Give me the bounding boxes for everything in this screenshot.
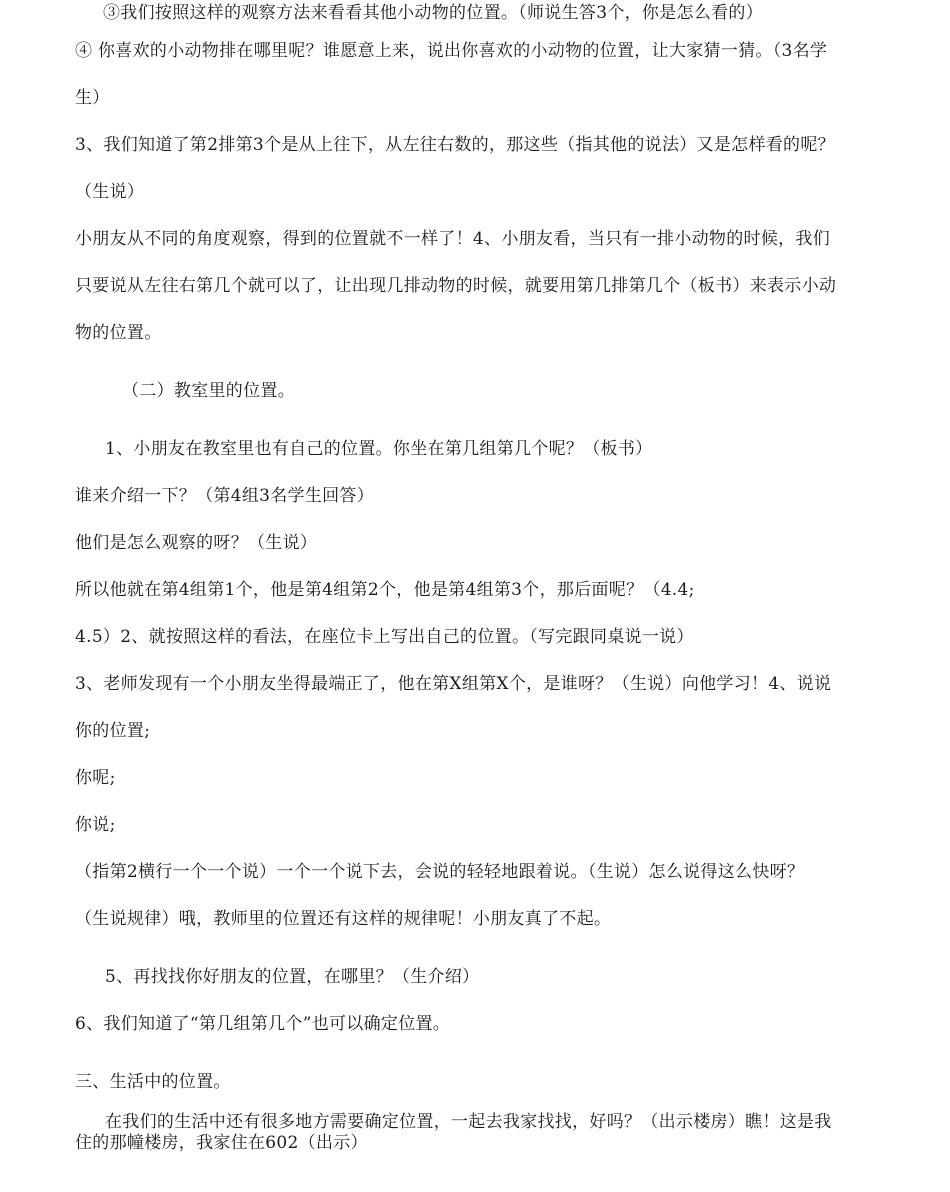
text-line: 生）	[75, 88, 110, 108]
text-line: 你的位置;	[75, 721, 151, 741]
text-line: 3、我们知道了第2排第3个是从上往下，从左往右数的，那这些（指其他的说法）又是怎样看的呢？	[75, 135, 835, 155]
text-line: 4.5）2、就按照这样的看法，在座位卡上写出自己的位置。（写完跟同桌说一说）	[75, 627, 694, 647]
text-line: ③我们按照这样的观察方法来看看其他小动物的位置。（师说生答3个，你是怎么看的）	[103, 3, 764, 23]
text-line: 1、小朋友在教室里也有自己的位置。你坐在第几组第几个呢？（板书）	[105, 439, 653, 459]
text-line: 6、我们知道了“第几组第几个”也可以确定位置。	[75, 1014, 451, 1034]
text-line: 5、再找找你好朋友的位置，在哪里？（生介绍）	[105, 967, 480, 987]
text-line: （指第2横行一个一个说）一个一个说下去，会说的轻轻地跟着说。（生说）怎么说得这么快呀？	[75, 862, 805, 882]
section-heading: 三、生活中的位置。	[75, 1072, 231, 1092]
text-line: 所以他就在第4组第1个，他是第4组第2个，他是第4组第3个，那后面呢？（4.4;	[75, 580, 695, 600]
text-line: 只要说从左往右第几个就可以了，让出现几排动物的时候，就要用第几排第几个（板书）来表示小动	[75, 276, 837, 296]
text-line: 谁来介绍一下？（第4组3名学生回答）	[75, 486, 375, 506]
text-line: 住的那幢楼房，我家住在602（出示）	[75, 1133, 368, 1153]
text-line: 物的位置。	[75, 323, 162, 343]
text-line: 他们是怎么观察的呀？（生说）	[75, 533, 318, 553]
text-line: 你呢;	[75, 768, 116, 788]
text-line: 小朋友从不同的角度观察，得到的位置就不一样了！4、小朋友看，当只有一排小动物的时候，我们	[75, 229, 831, 249]
text-line: （生说）	[75, 182, 145, 202]
section-heading: （二）教室里的位置。	[122, 381, 295, 401]
text-line: 你说;	[75, 815, 116, 835]
text-line: ④ 你喜欢的小动物排在哪里呢？谁愿意上来，说出你喜欢的小动物的位置，让大家猜一猜。（3名学	[75, 41, 828, 61]
text-line: 3、老师发现有一个小朋友坐得最端正了，他在第X组第X个，是谁呀？（生说）向他学习！4、说说	[75, 674, 832, 694]
text-line: （生说规律）哦，教师里的位置还有这样的规律呢！小朋友真了不起。	[75, 909, 612, 929]
text-line: 在我们的生活中还有很多地方需要确定位置，一起去我家找找，好吗？（出示楼房）瞧！这是我	[105, 1112, 832, 1132]
